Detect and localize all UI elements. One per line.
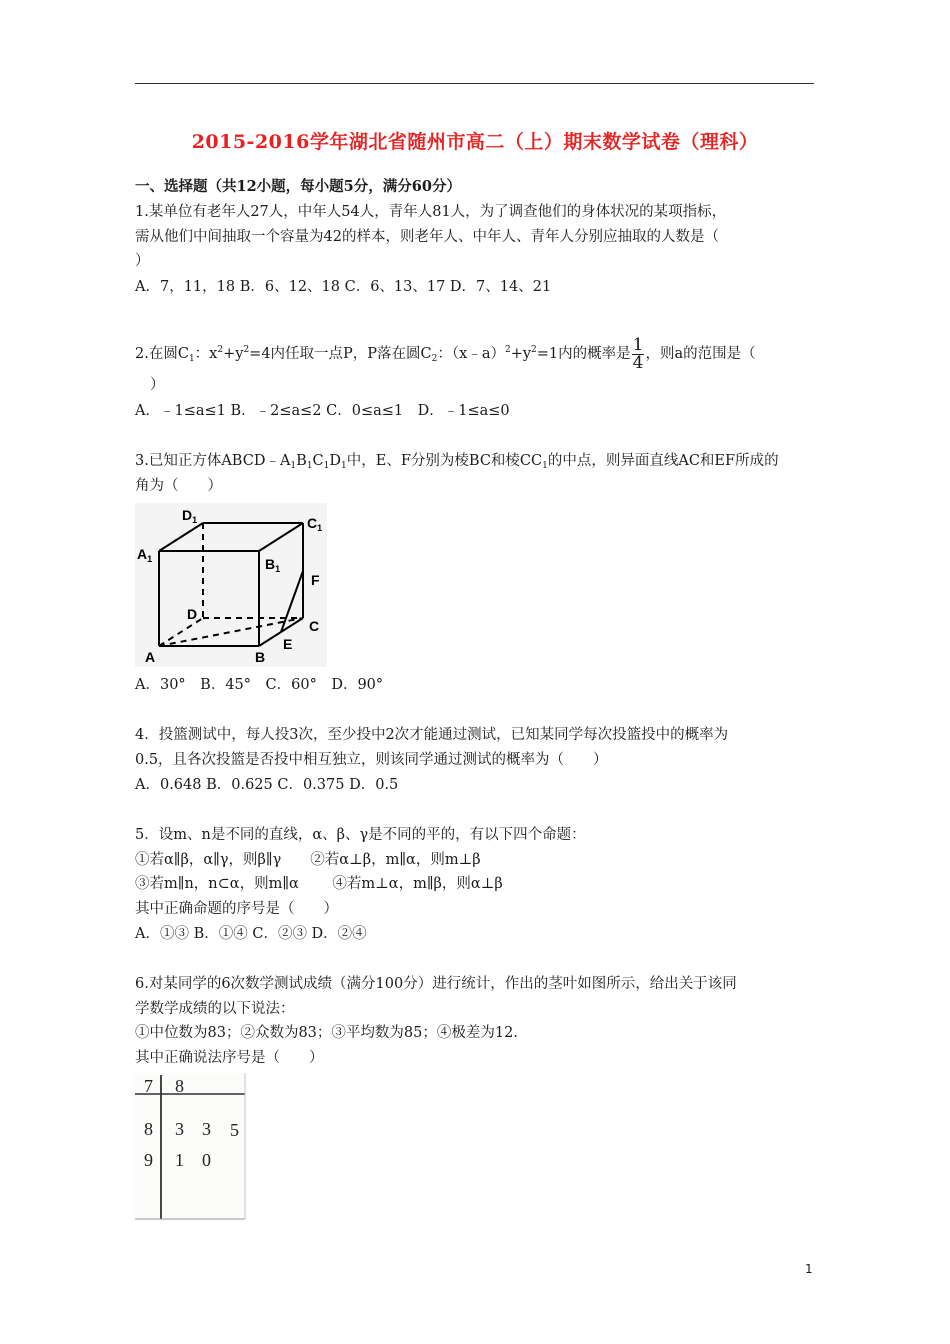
stem-8: 8 <box>144 1119 153 1139</box>
label-F: F <box>311 572 320 588</box>
q1-line2: 需从他们中间抽取一个容量为42的样本，则老年人、中年人、青年人分别应抽取的人数是（ <box>135 229 719 245</box>
q2-line1: 2.在圆$C_1$：$x^2+y^2=4$内任取一点P，P落在圆$C_2$：$(x﹣a)^2+y^2=1$内的概率是 $\frac{1}{4}$ ，则a的范围是（ <box>135 334 756 373</box>
q2-line2: ） <box>150 377 165 393</box>
leaf-7-1: 8 <box>175 1076 184 1096</box>
fraction: $\frac{1}{4}$ <box>632 334 644 373</box>
stem-7: 7 <box>144 1076 153 1096</box>
q5-line2: ①若α∥β，α∥γ，则β∥γ ②若α⊥β，m∥α，则m⊥β <box>135 852 481 868</box>
label-E: E <box>283 636 293 652</box>
stem-leaf-plot <box>135 1073 247 1221</box>
label-B: B <box>255 649 266 665</box>
q5-options: A．①③ B．①④ C．②③ D．②④ <box>135 926 367 942</box>
label-D1: $D_1$ <box>182 507 198 525</box>
page-title: 2015-2016学年湖北省随州市高二（上）期末数学试卷（理科） <box>191 131 759 153</box>
section-heading: 一、选择题（共12小题，每小题5分，满分60分） <box>135 178 461 195</box>
label-A1: $A_1$ <box>137 546 153 564</box>
q4-line2: 0.5，且各次投篮是否投中相互独立，则该同学通过测试的概率为（ ） <box>135 752 608 768</box>
q6-line3: ①中位数为83；②众数为83；③平均数为85；④极差为12. <box>135 1025 518 1041</box>
q6-line1: 6.对某同学的6次数学测试成绩（满分100分）进行统计，作出的茎叶如图所示，给出关于该同 <box>135 976 737 992</box>
stem-9: 9 <box>144 1150 153 1170</box>
cube-figure <box>135 503 327 667</box>
leaf-9-2: 0 <box>202 1150 211 1170</box>
q3-line2: 角为（ ） <box>135 478 222 494</box>
q3-line1: 3.已知正方体$ABCD﹣A_1B_1C_1D_1$中，E、F分别为棱BC和棱$CC_1$的中点，则异面直线AC和EF所成的 <box>135 453 779 471</box>
label-B1: $B_1$ <box>265 556 281 574</box>
q6-line4: 其中正确说法序号是（ ） <box>135 1050 324 1066</box>
header-rule <box>135 83 814 84</box>
leaf-8-1: 3 <box>175 1119 184 1139</box>
q1-line1: 1.某单位有老年人27人，中年人54人，青年人81人，为了调查他们的身体状况的某项指标， <box>135 204 727 220</box>
q1-options: A．7，11，18 B．6、12、18 C．6、13、17 D．7、14、21 <box>135 279 552 295</box>
q3-options: A．30° B．45° C．60° D．90° <box>135 677 384 693</box>
q1-line3: ） <box>135 253 150 269</box>
q2-options: A．﹣1≤a≤1 B．﹣2≤a≤2 C．0≤a≤1 D．﹣1≤a≤0 <box>135 403 510 419</box>
q5-line3: ③若m∥n，n⊂α，则m∥α ④若m⊥α，m∥β，则α⊥β <box>135 876 503 892</box>
page-number: 1 <box>805 1262 813 1276</box>
label-C: C <box>309 618 320 634</box>
q4-line1: 4．投篮测试中，每人投3次，至少投中2次才能通过测试，已知某同学每次投篮投中的概率为 <box>135 727 729 743</box>
leaf-8-3: 5 <box>230 1120 239 1140</box>
q5-line4: 其中正确命题的序号是（ ） <box>135 901 338 917</box>
leaf-9-1: 1 <box>175 1150 184 1170</box>
q5-line1: 5．设m、n是不同的直线，α、β、γ是不同的平的，有以下四个命题： <box>135 827 586 843</box>
q6-line2: 学数学成绩的以下说法： <box>135 1001 295 1017</box>
label-C1: $C_1$ <box>307 515 323 533</box>
leaf-8-2: 3 <box>202 1119 211 1139</box>
label-A: A <box>145 649 156 665</box>
q4-options: A．0.648 B．0.625 C．0.375 D．0.5 <box>135 777 399 793</box>
label-D: D <box>187 606 198 622</box>
